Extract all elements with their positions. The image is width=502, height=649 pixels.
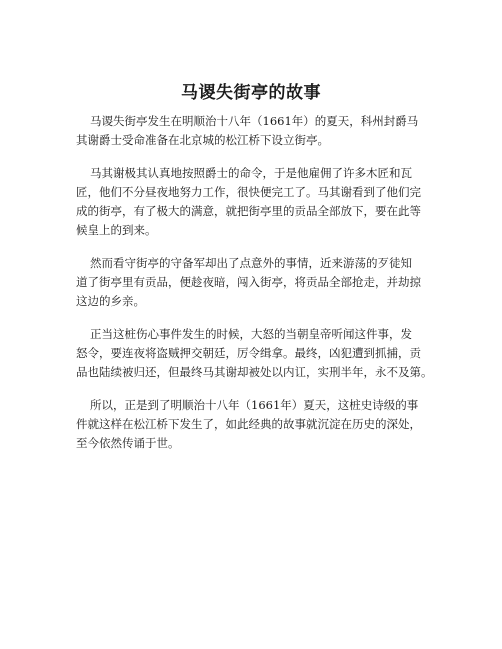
- paragraph-4: [76, 325, 445, 382]
- paragraph-3: [76, 254, 445, 311]
- paragraph-5: [76, 396, 445, 453]
- paragraph-line: 然而看守街亭的守备军却出了点意外的事情，近来游荡的歹徒知: [90, 256, 412, 270]
- document-body: [76, 112, 445, 467]
- paragraph-line: 至今依然传诵于世。: [76, 436, 180, 450]
- document-title: 马谡失街亭的故事: [181, 83, 321, 103]
- paragraph-1: [76, 112, 445, 150]
- paragraph-line: 这边的乡亲。: [76, 294, 145, 308]
- paragraph-line: 匠，他们不分昼夜地努力工作，很快便完工了。马其谢看到了他们完: [76, 185, 421, 199]
- paragraph-line: 品也陆续被归还，但最终马其谢却被处以内讧，实刑半年，永不及第。: [76, 365, 433, 379]
- paragraph-line: 马谡失街亭发生在明顺治十八年（1661年）的夏天，科州封爵马: [90, 114, 419, 128]
- paragraph-line: 马其谢极其认真地按照爵士的命令，于是他雇佣了许多木匠和瓦: [90, 166, 412, 180]
- paragraph-line: 正当这桩伤心事件发生的时候，大怒的当朝皇帝听闻这件事，发: [90, 327, 412, 341]
- paragraph-line: 其谢爵士受命准备在北京城的松江桥下设立街亭。: [76, 133, 329, 147]
- paragraph-2: [76, 164, 445, 240]
- paragraph-line: 候皇上的到来。: [76, 223, 157, 237]
- paragraph-line: 道了街亭里有贡品，便趁夜暗，闯入街亭，将贡品全部抢走，并劫掠: [76, 275, 421, 289]
- paragraph-line: 件就这样在松江桥下发生了，如此经典的故事就沉淀在历史的深处，: [76, 417, 421, 431]
- paragraph-line: 成的街亭，有了极大的满意，就把街亭里的贡品全部放下，要在此等: [76, 204, 421, 218]
- paragraph-line: 怒令，要连夜将盗贼押交朝廷，厉令缉拿。最终，凶犯遭到抓捕，贡: [76, 346, 421, 360]
- paragraph-line: 所以，正是到了明顺治十八年（1661年）夏天，这桩史诗级的事: [90, 398, 419, 412]
